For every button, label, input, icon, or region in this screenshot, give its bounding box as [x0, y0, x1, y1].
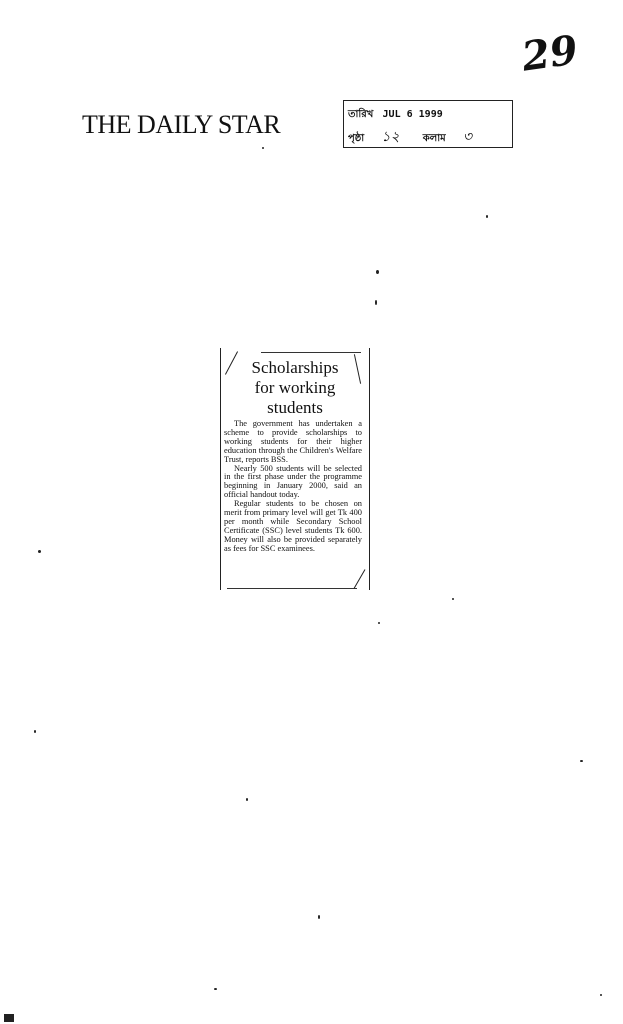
- scan-speck: [376, 270, 379, 274]
- scan-speck: [318, 915, 320, 919]
- scan-speck: [38, 550, 41, 553]
- article-body: [224, 420, 362, 554]
- scan-speck: [214, 988, 217, 990]
- headline-line: students: [267, 398, 323, 417]
- newspaper-masthead: THE DAILY STAR: [82, 110, 281, 139]
- article-paragraph: Nearly 500 students will be selected in the first phase under the programme beginning in January 2000, said an official handout today.: [224, 463, 362, 500]
- article-paragraph: Regular students to be chosen on merit from primary level will get Tk 400 per month while Secondary School Certificate (SSC) level students Tk 600. Money will also be provided separately as fees for SSC examinees.: [224, 499, 362, 553]
- scan-speck: [375, 300, 377, 305]
- clipping-bottom-rule: [227, 588, 357, 589]
- scan-speck: [600, 994, 602, 996]
- scan-speck: [486, 215, 488, 218]
- scan-speck: [262, 147, 264, 149]
- scan-speck: [378, 622, 380, 624]
- clip-mark-bottom: [354, 569, 366, 589]
- scan-speck: [246, 798, 248, 801]
- scan-speck: [580, 760, 583, 762]
- stamp-page-row: [348, 125, 472, 149]
- stamp-page-label: পৃষ্ঠা: [348, 133, 365, 144]
- stamp-date-value: JUL 6 1999: [382, 109, 443, 120]
- article-headline: [221, 358, 369, 418]
- archive-stamp: [343, 100, 513, 148]
- clipping-top-rule: [261, 352, 361, 353]
- newspaper-clipping: [220, 348, 370, 590]
- scan-speck: [4, 1014, 14, 1022]
- stamp-column-value: ৩: [462, 129, 472, 145]
- headline-line: Scholarships: [251, 358, 339, 377]
- article-paragraph: The government has undertaken a scheme to provide scholarships to working students for their higher education through the Children's Welfare Trust, reports BSS.: [224, 419, 362, 464]
- stamp-date-row: [348, 107, 443, 124]
- page-number: 29: [519, 26, 581, 81]
- stamp-page-value: ১২: [381, 129, 400, 145]
- scan-speck: [34, 730, 36, 733]
- scan-speck: [452, 598, 454, 600]
- stamp-column-label: কলাম: [422, 133, 446, 144]
- stamp-date-label: তারিখ: [348, 109, 374, 120]
- headline-line: for working: [254, 378, 336, 397]
